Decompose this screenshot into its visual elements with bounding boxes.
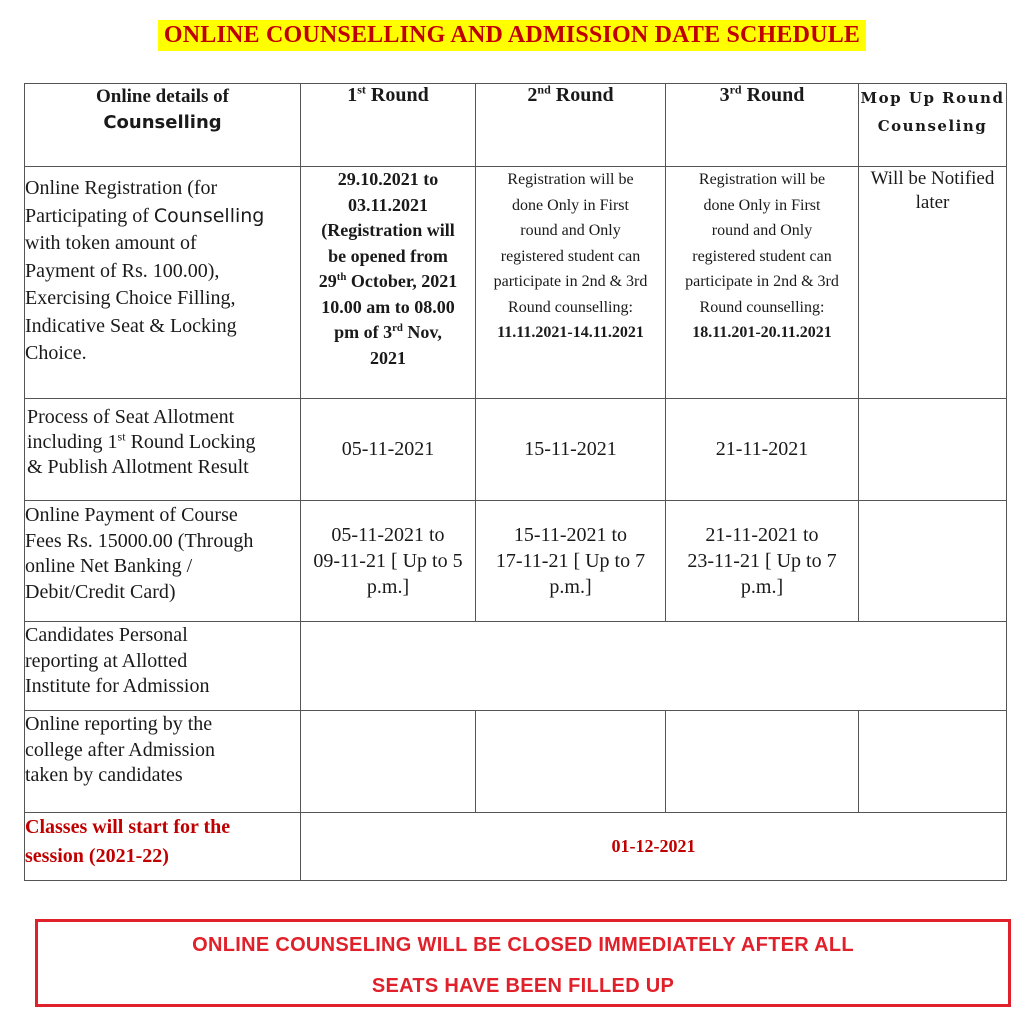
payment-round-1: 05-11-2021 to 09-11-21 [ Up to 5 p.m.] (301, 501, 476, 622)
notice-line-1: ONLINE COUNSELING WILL BE CLOSED IMMEDIATELY AFTER ALL (192, 934, 854, 956)
header-row (25, 84, 1007, 167)
reporting-merged-cell (301, 622, 1007, 711)
page-title: ONLINE COUNSELLING AND ADMISSION DATE SCHEDULE (158, 20, 866, 51)
registration-round-1: 29.10.2021 to 03.11.2021 (Registration will be opened from 29th October, 2021 10.00 am to 08.00 pm of 3rd Nov, 2021 (301, 167, 476, 399)
registration-mop-up: Will be Notified later (859, 167, 1007, 399)
registration-round-3: Registration will be done Only in First round and Only registered student can participate in 2nd & 3rd Round counselling: 18.11.201-20.11.2021 (666, 167, 859, 399)
row-college-reporting (25, 711, 1007, 813)
registration-label: Online Registration (for Participating of Counselling with token amount of Payment of Rs. 100.00), Exercising Choice Filling, Indicative Seat & Locking Choice. (25, 167, 301, 399)
row-allotment (25, 399, 1007, 501)
row-payment (25, 501, 1007, 622)
header-mop-up: Mop Up Round Counseling (859, 84, 1007, 167)
closing-notice (35, 919, 1011, 1007)
row-classes (25, 813, 1007, 881)
payment-mop-up (859, 501, 1007, 622)
classes-start-date: 01-12-2021 (301, 813, 1007, 881)
registration-round-2: Registration will be done Only in First round and Only registered student can participate in 2nd & 3rd Round counselling: 11.11.2021-14.11.2021 (476, 167, 666, 399)
header-round-2: 2nd Round (476, 84, 666, 167)
notice-line-2: SEATS HAVE BEEN FILLED UP (371, 975, 675, 997)
college-reporting-round-1 (301, 711, 476, 813)
row-reporting (25, 622, 1007, 711)
classes-label: Classes will start for the session (2021-22) (25, 813, 301, 881)
allotment-mop-up (859, 399, 1007, 501)
payment-round-3: 21-11-2021 to 23-11-21 [ Up to 7 p.m.] (666, 501, 859, 622)
reporting-label: Candidates Personal reporting at Allotted Institute for Admission (25, 622, 301, 711)
title-wrap (0, 20, 1024, 51)
header-round-1: 1st Round (301, 84, 476, 167)
college-reporting-round-3 (666, 711, 859, 813)
header-round-3: 3rd Round (666, 84, 859, 167)
college-reporting-round-2 (476, 711, 666, 813)
row-registration (25, 167, 1007, 399)
college-reporting-mop-up (859, 711, 1007, 813)
header-online-details: Online details of Counselling (25, 84, 301, 167)
allotment-round-1: 05-11-2021 (301, 399, 476, 501)
schedule-table (24, 83, 1007, 881)
allotment-round-3: 21-11-2021 (666, 399, 859, 501)
allotment-round-2: 15-11-2021 (476, 399, 666, 501)
payment-round-2: 15-11-2021 to 17-11-21 [ Up to 7 p.m.] (476, 501, 666, 622)
college-reporting-label: Online reporting by the college after Admission taken by candidates (25, 711, 301, 813)
payment-label: Online Payment of Course Fees Rs. 15000.00 (Through online Net Banking / Debit/Credit Card) (25, 501, 301, 622)
allotment-label: Process of Seat Allotment including 1st Round Locking & Publish Allotment Result (25, 399, 301, 501)
